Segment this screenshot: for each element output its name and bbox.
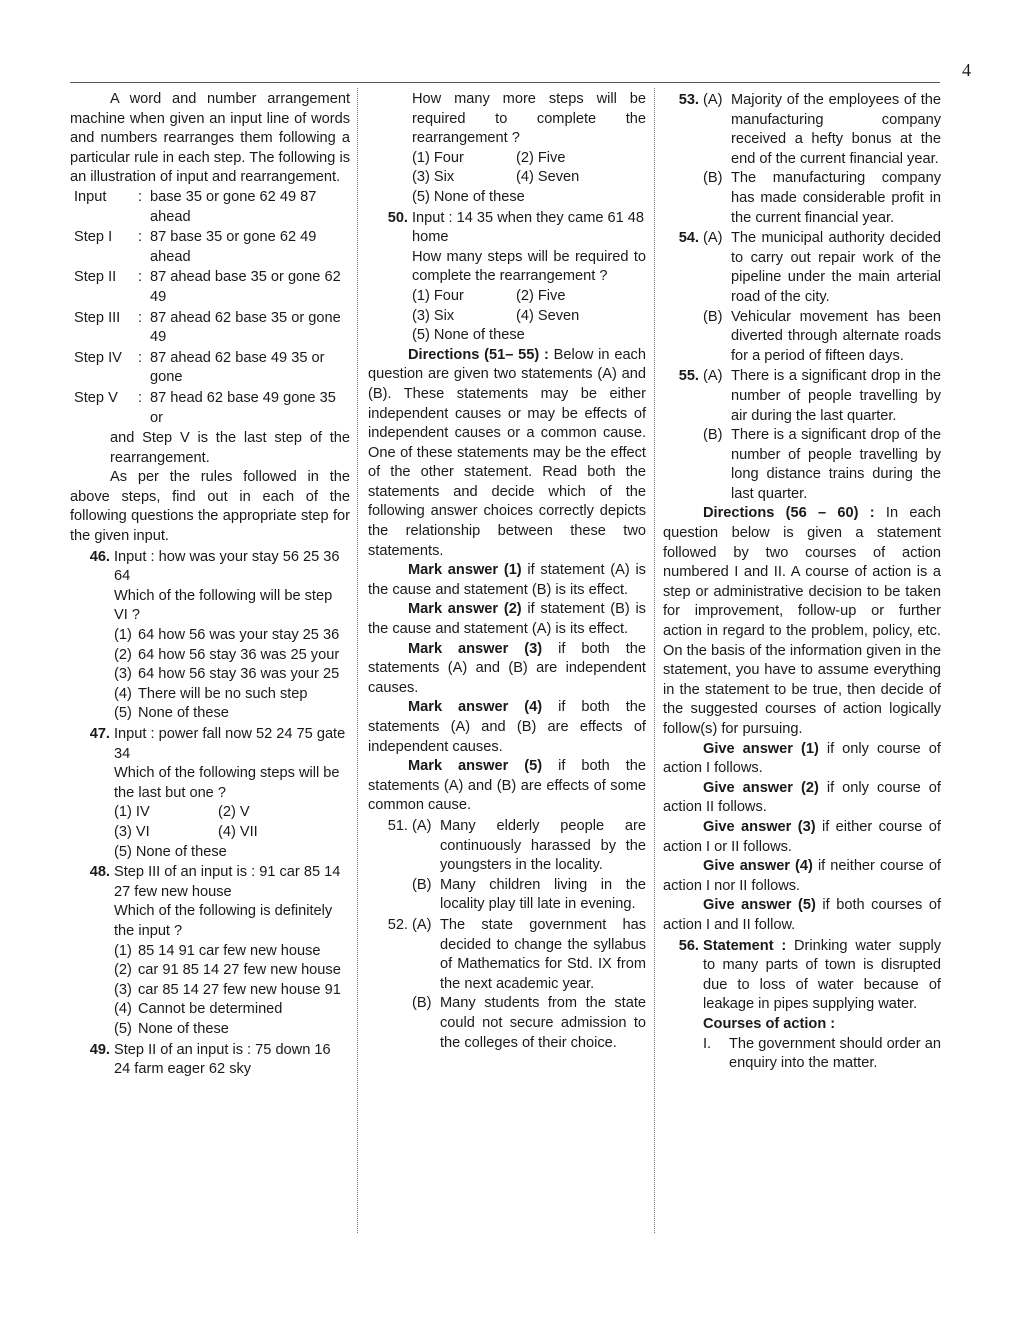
statement-b: (B) There is a significant drop of the number of people travelling by long distance trains during the last quarter.: [703, 427, 941, 502]
steps-list: [70, 188, 350, 428]
question-54: 54. (A) The municipal authority decided to carry out repair work of the pipeline under the main arterial road of the city. (B) Vehicular movement has been diverted through alternate roads for a period of fifteen days.: [663, 229, 941, 366]
option-pair: (1) Four (2) Five: [412, 287, 566, 304]
mark-answer: Mark answer (5) if both the statements (A) and (B) are effects of some common cause.: [368, 758, 646, 814]
mark-answer: Mark answer (3) if both the statements (A) and (B) are independent causes.: [368, 640, 646, 696]
option: (2) car 91 85 14 27 few new house: [114, 962, 341, 979]
statement-a: (A) The state government has decided to change the syllabus of Mathematics for Std. IX from the next academic year.: [412, 916, 646, 992]
option: (3) car 85 14 27 few new house 91: [114, 981, 341, 998]
option: (5) None of these: [412, 188, 525, 205]
option: (2) 64 how 56 stay 36 was 25 your: [114, 646, 340, 663]
option-pair: (1) Four (2) Five: [412, 149, 566, 166]
mark-answer: Mark answer (4) if both the statements (A) and (B) are effects of independent causes.: [368, 699, 646, 755]
statement-a: (A) The municipal authority decided to carry out repair work of the pipeline under the main arterial road of the city.: [703, 230, 941, 305]
option: (3) 64 how 56 stay 36 was your 25: [114, 666, 340, 683]
directions-heading: Directions (51– 55) :: [408, 346, 549, 363]
statement-a: (A) Majority of the employees of the manufacturing company received a hefty bonus at the end of the current financial year.: [703, 92, 941, 167]
option-pair: (3) VI (4) VII: [114, 823, 258, 840]
statement-b: (B) The manufacturing company has made considerable profit in the current financial year.: [703, 170, 941, 226]
question-46: 46. Input : how was your stay 56 25 36 64: [89, 548, 340, 585]
statement-b: (B) Many students from the state could not secure admission to the colleges of their choice.: [412, 995, 646, 1051]
option: (1) 64 how 56 was your stay 25 36: [114, 627, 340, 644]
q47-ask: Which of the following steps will be the last but one ?: [114, 765, 340, 801]
question-55: 55. (A) There is a significant drop in the number of people travelling by air during the last quarter. (B) There is a significant drop of the number of people travelling by long distance trains during the last quarter.: [663, 367, 941, 504]
last-step-note: and Step V is the last step of the rearrangement.: [110, 430, 350, 466]
course-of-action: I. The government should order an enquiry into the matter.: [703, 1035, 941, 1072]
option: (5) None of these: [114, 705, 229, 722]
courses-heading: Courses of action :: [703, 1015, 836, 1032]
column-1: [70, 90, 350, 1080]
give-answer: Give answer (1) if only course of action I follows.: [663, 740, 941, 777]
question-47: 47. Input : power fall now 52 24 75 gate 34: [89, 726, 346, 762]
statement-b: (B) Many children living in the locality play till late in evening.: [412, 876, 646, 913]
directions-heading: Directions (56 – 60) :: [703, 505, 875, 522]
directions-56-60: Directions (56 – 60) : In each question below is given a statement followed by two courses of action numbered I and II. A course of action is a step or administrative decision to be taken for improvement, follow-up or further action in regard to the problem, policy, etc. On the basis of the information given in the statement, you have to assume everything in the statement to be true, then decide of the suggested courses of action logically follow(s) for pursuing.: [663, 505, 941, 737]
option: (5) None of these: [412, 327, 525, 344]
rules-note: As per the rules followed in the above steps, find out in each of the following questions the appropriate step for the given input.: [70, 469, 350, 545]
column-divider-2: [654, 88, 655, 1233]
step-row: Step II : 87 ahead base 35 or gone 62 49: [74, 269, 341, 305]
question-50: 50. Input : 14 35 when they came 61 48 home: [387, 209, 645, 246]
step-row: Input : base 35 or gone 62 49 87 ahead: [74, 188, 317, 225]
statement-a: (A) Many elderly people are continuously harassed by the youngsters in the locality.: [412, 817, 646, 874]
question-48: 48. Step III of an input is : 91 car 85 14 27 few new house: [89, 864, 341, 900]
statement-b: (B) Vehicular movement has been diverted through alternate roads for a period of fifteen days.: [703, 308, 941, 364]
give-answer: Give answer (3) if either course of action I or II follows.: [663, 818, 941, 855]
option: (5) None of these: [114, 843, 227, 860]
q49-ask: How many more steps will be required to complete the rearrangement ?: [412, 91, 646, 147]
question-53: 53. (A) Majority of the employees of the manufacturing company received a hefty bonus at the end of the current financial year. (B) The manufacturing company has made considerable profit in the current financial year.: [663, 91, 941, 228]
give-answer: Give answer (4) if neither course of action I nor II follows.: [663, 858, 941, 894]
step-row: Step IV : 87 ahead 62 base 49 35 or gone: [74, 349, 325, 386]
step-row: Step I : 87 base 35 or gone 62 49 ahead: [74, 229, 317, 265]
option: (4) There will be no such step: [114, 685, 308, 702]
q48-ask: Which of the following is definitely the input ?: [114, 903, 333, 939]
column-2: [368, 90, 646, 1053]
step-row: Step III : 87 ahead 62 base 35 or gone 49: [74, 309, 341, 346]
option: (5) None of these: [114, 1020, 229, 1037]
option-pair: (1) IV (2) V: [114, 804, 250, 821]
option: (1) 85 14 91 car few new house: [114, 942, 321, 959]
directions-51-55: Directions (51– 55) : Below in each question are given two statements (A) and (B). These statements may be either independent causes or may be effects of independent causes or a common cause. One of these statements may be the effect of the other statement. Read both the statements and decide which of the following answer choices correctly depicts the relationship between these two statements.: [368, 346, 646, 559]
q50-ask: How many steps will be required to complete the rearrangement ?: [412, 248, 646, 285]
intro-paragraph: A word and number arrangement machine when given an input line of words and numbers rearranges them following a particular rule in each step. The following is an illustration of input and rearrangement.: [70, 91, 350, 186]
question-52: 52. (A) The state government has decided to change the syllabus of Mathematics for Std. IX from the next academic year. (B) Many students from the state could not secure admission to the colleges of their choice.: [368, 916, 646, 1053]
mark-answer: Mark answer (2) if statement (B) is the cause and statement (A) is its effect.: [368, 601, 646, 638]
step-row: Step V : 87 head 62 base 49 gone 35 or: [74, 389, 336, 426]
give-answer: Give answer (2) if only course of action II follows.: [663, 779, 941, 816]
column-3: [663, 90, 941, 1074]
question-49: 49. Step II of an input is : 75 down 16 24 farm eager 62 sky: [89, 1041, 331, 1078]
mark-answer: Mark answer (1) if statement (A) is the cause and statement (B) is its effect.: [368, 562, 646, 598]
q46-ask: Which of the following will be step VI ?: [114, 587, 333, 624]
statement-a: (A) There is a significant drop in the number of people travelling by air during the last quarter.: [703, 368, 941, 424]
option: (4) Cannot be determined: [114, 1001, 283, 1018]
header-rule: [70, 82, 940, 83]
option-pair: (3) Six (4) Seven: [412, 169, 580, 186]
give-answer: Give answer (5) if both courses of action I and II follow.: [663, 897, 941, 933]
question-56: 56. Statement : Drinking water supply to many parts of town is disrupted due to loss of water because of leakage in pipes supplying water.: [678, 937, 942, 1013]
page-number: 4: [962, 60, 971, 80]
option-pair: (3) Six (4) Seven: [412, 307, 580, 324]
question-51: 51. (A) Many elderly people are continuously harassed by the youngsters in the locality. (B) Many children living in the locality play till late in evening.: [368, 817, 646, 915]
column-divider-1: [357, 88, 358, 1233]
